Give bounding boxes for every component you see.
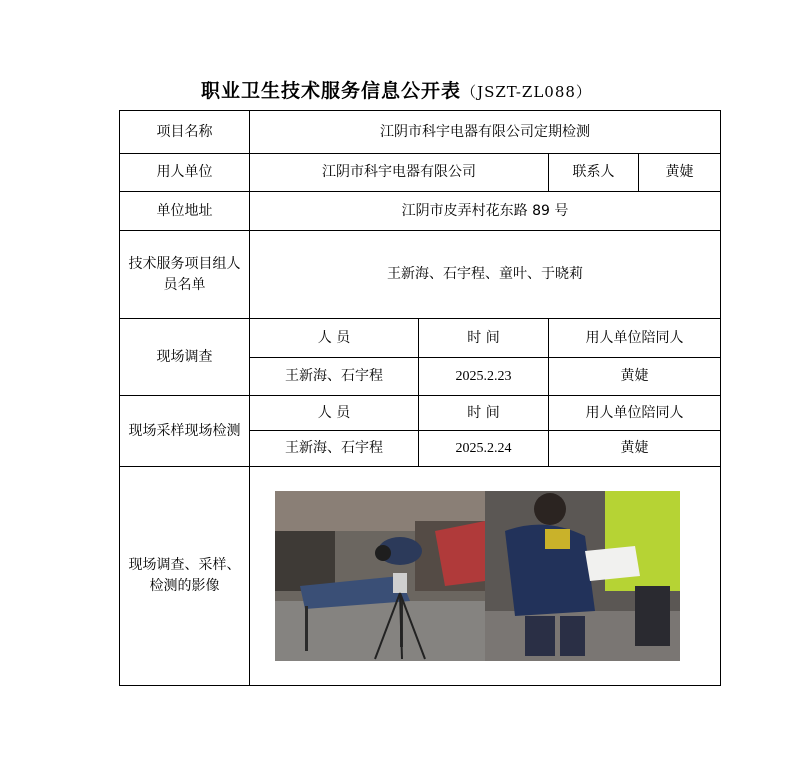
- info-table: [119, 110, 721, 686]
- sampling-escort: 黄婕: [549, 431, 721, 467]
- sampling-escort-header: 用人单位陪同人: [549, 396, 721, 431]
- team-label: 技术服务项目组人员名单: [120, 231, 250, 319]
- sampling-person: 王新海、石宇程: [250, 431, 419, 467]
- page-title: [0, 76, 793, 103]
- employer-value: 江阴市科宇电器有限公司: [250, 154, 549, 192]
- sampling-person-header: 人 员: [250, 396, 419, 431]
- survey-escort-header: 用人单位陪同人: [549, 319, 721, 358]
- document-photo: [485, 491, 695, 661]
- photos-row: [120, 467, 721, 686]
- survey-label: 现场调查: [120, 319, 250, 396]
- contact-label: 联系人: [549, 154, 639, 192]
- photos-label: 现场调查、采样、检测的影像: [120, 467, 250, 686]
- survey-time: 2025.2.23: [419, 358, 549, 396]
- address-row: [120, 192, 721, 231]
- workshop-photo: [275, 491, 485, 661]
- sampling-time-header: 时 间: [419, 396, 549, 431]
- survey-escort: 黄婕: [549, 358, 721, 396]
- team-row: [120, 231, 721, 319]
- survey-person: 王新海、石宇程: [250, 358, 419, 396]
- project-value: 江阴市科宇电器有限公司定期检测: [250, 111, 721, 154]
- survey-header-row: [120, 319, 721, 358]
- title-main: 职业卫生技术服务信息公开表: [201, 80, 462, 102]
- project-row: [120, 111, 721, 154]
- address-label: 单位地址: [120, 192, 250, 231]
- employer-row: [120, 154, 721, 192]
- title-code: （JSZT-ZL088）: [461, 83, 592, 101]
- employer-label: 用人单位: [120, 154, 250, 192]
- team-value: 王新海、石宇程、童叶、于晓莉: [250, 231, 721, 319]
- address-value: 江阴市皮弄村花东路 89 号: [250, 192, 721, 231]
- sampling-label: 现场采样现场检测: [120, 396, 250, 467]
- project-label: 项目名称: [120, 111, 250, 154]
- photos-cell: [250, 467, 721, 686]
- sampling-time: 2025.2.24: [419, 431, 549, 467]
- contact-value: 黄婕: [639, 154, 721, 192]
- survey-time-header: 时 间: [419, 319, 549, 358]
- sampling-header-row: [120, 396, 721, 431]
- survey-person-header: 人 员: [250, 319, 419, 358]
